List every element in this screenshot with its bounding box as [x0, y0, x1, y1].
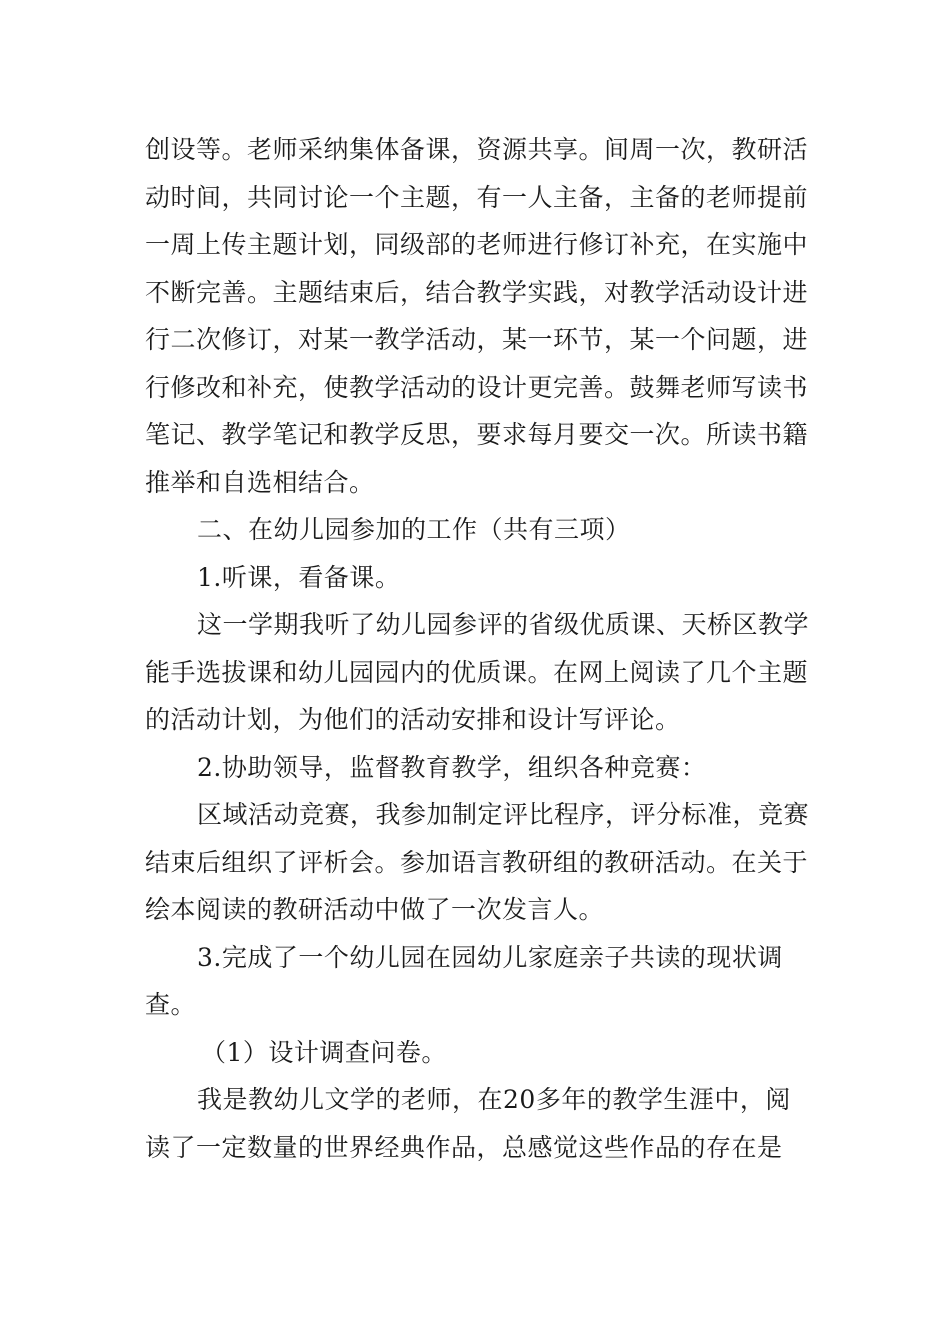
subitem-heading-1: （1）设计调查问卷。: [201, 1037, 447, 1067]
item-heading-3: 3.完成了一个幼儿园在园幼儿家庭亲子共读的现状调查。: [145, 942, 783, 1019]
paragraph-literature: 我是教幼儿文学的老师，在20多年的教学生涯中，阅读了一定数量的世界经典作品，总感觉这些作品的存在是: [145, 1085, 791, 1162]
item-heading-2: 2.协助领导，监督教育教学，组织各种竞赛：: [197, 752, 707, 782]
paragraph-preparation: 创设等。老师采纳集体备课，资源共享。间周一次，教研活动时间，共同讨论一个主题，有一人主备，主备的老师提前一周上传主题计划，同级部的老师进行修订补充，在实施中不断完善。主题结束后，结合教学实践，对教学活动设计进行二次修订，对某一教学活动，某一环节，某一个问题，进行修改和补充，使教学活动的设计更完善。鼓舞老师写读书笔记、教学笔记和教学反思，要求每月要交一次。所读书籍推举和自选相结合。: [145, 135, 809, 497]
paragraph-competition: 区域活动竞赛，我参加制定评比程序，评分标准，竞赛结束后组织了评析会。参加语言教研组的教研活动。在关于绘本阅读的教研活动中做了一次发言人。: [145, 800, 810, 924]
document-body: [145, 126, 809, 1171]
item-heading-1: 1.听课，看备课。: [197, 562, 401, 592]
section-heading-two: 二、在幼儿园参加的工作（共有三项）: [197, 515, 631, 544]
paragraph-lessons: 这一学期我听了幼儿园参评的省级优质课、天桥区教学能手选拔课和幼儿园园内的优质课。在网上阅读了几个主题的活动计划，为他们的活动安排和设计写评论。: [145, 610, 810, 734]
